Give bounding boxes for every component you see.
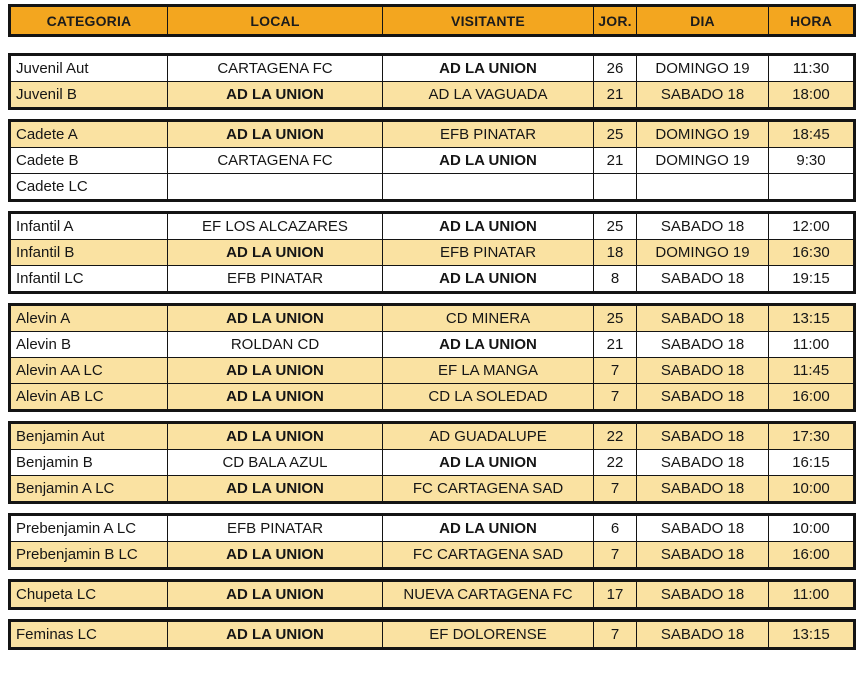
cell-dia: SABADO 18 bbox=[637, 515, 769, 542]
header-jornada: JOR. bbox=[594, 6, 637, 36]
header-local: LOCAL bbox=[168, 6, 383, 36]
cell-dia: SABADO 18 bbox=[637, 476, 769, 503]
cell-local: CARTAGENA FC bbox=[168, 55, 383, 82]
cell-local: AD LA UNION bbox=[168, 305, 383, 332]
cell-hora: 16:00 bbox=[769, 384, 855, 411]
cell-local: AD LA UNION bbox=[168, 82, 383, 109]
match-row bbox=[10, 82, 855, 109]
header-dia: DIA bbox=[637, 6, 769, 36]
cell-jornada: 7 bbox=[594, 542, 637, 569]
cell-visitante: AD GUADALUPE bbox=[383, 423, 594, 450]
header-row bbox=[10, 6, 855, 36]
cell-jornada: 8 bbox=[594, 266, 637, 293]
cell-dia: DOMINGO 19 bbox=[637, 148, 769, 174]
cell-dia: DOMINGO 19 bbox=[637, 55, 769, 82]
cell-categoria: Alevin A bbox=[10, 305, 168, 332]
cell-dia: SABADO 18 bbox=[637, 213, 769, 240]
cell-visitante: AD LA VAGUADA bbox=[383, 82, 594, 109]
cell-categoria: Juvenil B bbox=[10, 82, 168, 109]
cell-visitante: CD LA SOLEDAD bbox=[383, 384, 594, 411]
cell-categoria: Benjamin Aut bbox=[10, 423, 168, 450]
cell-hora: 9:30 bbox=[769, 148, 855, 174]
cell-hora: 12:00 bbox=[769, 213, 855, 240]
cell-categoria: Alevin AB LC bbox=[10, 384, 168, 411]
cell-local: AD LA UNION bbox=[168, 121, 383, 148]
cell-local: AD LA UNION bbox=[168, 476, 383, 503]
cell-categoria: Juvenil Aut bbox=[10, 55, 168, 82]
cell-jornada: 21 bbox=[594, 82, 637, 109]
cell-local: AD LA UNION bbox=[168, 542, 383, 569]
cell-visitante: FC CARTAGENA SAD bbox=[383, 476, 594, 503]
match-row bbox=[10, 213, 855, 240]
cell-local: AD LA UNION bbox=[168, 581, 383, 609]
cell-local: AD LA UNION bbox=[168, 240, 383, 266]
cell-jornada: 7 bbox=[594, 358, 637, 384]
match-group bbox=[8, 53, 856, 110]
cell-visitante bbox=[383, 174, 594, 201]
cell-hora: 11:00 bbox=[769, 332, 855, 358]
header-categoria: CATEGORIA bbox=[10, 6, 168, 36]
cell-categoria: Infantil A bbox=[10, 213, 168, 240]
cell-local: CD BALA AZUL bbox=[168, 450, 383, 476]
match-group bbox=[8, 303, 856, 412]
cell-categoria: Prebenjamin A LC bbox=[10, 515, 168, 542]
match-row bbox=[10, 476, 855, 503]
cell-visitante: EFB PINATAR bbox=[383, 240, 594, 266]
cell-categoria: Prebenjamin B LC bbox=[10, 542, 168, 569]
cell-local: ROLDAN CD bbox=[168, 332, 383, 358]
cell-jornada: 26 bbox=[594, 55, 637, 82]
cell-categoria: Benjamin B bbox=[10, 450, 168, 476]
cell-visitante: EFB PINATAR bbox=[383, 121, 594, 148]
schedule-header-table bbox=[8, 4, 856, 37]
match-row bbox=[10, 174, 855, 201]
cell-dia: SABADO 18 bbox=[637, 358, 769, 384]
cell-categoria: Alevin AA LC bbox=[10, 358, 168, 384]
cell-dia: SABADO 18 bbox=[637, 384, 769, 411]
cell-hora: 10:00 bbox=[769, 515, 855, 542]
match-row bbox=[10, 358, 855, 384]
cell-categoria: Alevin B bbox=[10, 332, 168, 358]
cell-hora: 10:00 bbox=[769, 476, 855, 503]
cell-dia: SABADO 18 bbox=[637, 450, 769, 476]
cell-jornada: 25 bbox=[594, 213, 637, 240]
cell-hora: 13:15 bbox=[769, 621, 855, 649]
cell-jornada bbox=[594, 174, 637, 201]
cell-visitante: AD LA UNION bbox=[383, 213, 594, 240]
match-row bbox=[10, 581, 855, 609]
cell-dia: SABADO 18 bbox=[637, 82, 769, 109]
cell-visitante: AD LA UNION bbox=[383, 515, 594, 542]
cell-local: AD LA UNION bbox=[168, 621, 383, 649]
match-row bbox=[10, 121, 855, 148]
match-group bbox=[8, 619, 856, 650]
cell-hora: 18:45 bbox=[769, 121, 855, 148]
cell-dia bbox=[637, 174, 769, 201]
cell-dia: SABADO 18 bbox=[637, 621, 769, 649]
cell-categoria: Infantil B bbox=[10, 240, 168, 266]
cell-hora: 19:15 bbox=[769, 266, 855, 293]
match-row bbox=[10, 384, 855, 411]
cell-dia: DOMINGO 19 bbox=[637, 121, 769, 148]
cell-jornada: 7 bbox=[594, 384, 637, 411]
cell-visitante: AD LA UNION bbox=[383, 55, 594, 82]
match-row bbox=[10, 515, 855, 542]
cell-visitante: AD LA UNION bbox=[383, 266, 594, 293]
cell-hora bbox=[769, 174, 855, 201]
cell-visitante: AD LA UNION bbox=[383, 450, 594, 476]
match-row bbox=[10, 423, 855, 450]
cell-local: EF LOS ALCAZARES bbox=[168, 213, 383, 240]
cell-jornada: 21 bbox=[594, 332, 637, 358]
cell-visitante: NUEVA CARTAGENA FC bbox=[383, 581, 594, 609]
match-group bbox=[8, 211, 856, 294]
cell-dia: SABADO 18 bbox=[637, 423, 769, 450]
cell-local: CARTAGENA FC bbox=[168, 148, 383, 174]
cell-visitante: AD LA UNION bbox=[383, 148, 594, 174]
cell-visitante: AD LA UNION bbox=[383, 332, 594, 358]
cell-jornada: 25 bbox=[594, 121, 637, 148]
cell-hora: 11:00 bbox=[769, 581, 855, 609]
match-row bbox=[10, 542, 855, 569]
cell-local bbox=[168, 174, 383, 201]
cell-jornada: 21 bbox=[594, 148, 637, 174]
match-group bbox=[8, 119, 856, 202]
cell-dia: SABADO 18 bbox=[637, 305, 769, 332]
header-visitante: VISITANTE bbox=[383, 6, 594, 36]
cell-hora: 11:30 bbox=[769, 55, 855, 82]
cell-jornada: 22 bbox=[594, 450, 637, 476]
match-groups bbox=[8, 53, 854, 650]
cell-local: AD LA UNION bbox=[168, 358, 383, 384]
cell-categoria: Infantil LC bbox=[10, 266, 168, 293]
cell-categoria: Benjamin A LC bbox=[10, 476, 168, 503]
cell-hora: 17:30 bbox=[769, 423, 855, 450]
match-row bbox=[10, 621, 855, 649]
cell-dia: SABADO 18 bbox=[637, 581, 769, 609]
cell-jornada: 6 bbox=[594, 515, 637, 542]
cell-jornada: 25 bbox=[594, 305, 637, 332]
cell-hora: 16:00 bbox=[769, 542, 855, 569]
cell-hora: 18:00 bbox=[769, 82, 855, 109]
match-row bbox=[10, 240, 855, 266]
cell-visitante: FC CARTAGENA SAD bbox=[383, 542, 594, 569]
match-row bbox=[10, 332, 855, 358]
cell-jornada: 17 bbox=[594, 581, 637, 609]
match-group bbox=[8, 513, 856, 570]
cell-hora: 16:30 bbox=[769, 240, 855, 266]
cell-hora: 11:45 bbox=[769, 358, 855, 384]
match-row bbox=[10, 266, 855, 293]
cell-categoria: Cadete A bbox=[10, 121, 168, 148]
cell-dia: SABADO 18 bbox=[637, 266, 769, 293]
match-row bbox=[10, 305, 855, 332]
cell-jornada: 7 bbox=[594, 476, 637, 503]
cell-jornada: 7 bbox=[594, 621, 637, 649]
match-group bbox=[8, 421, 856, 504]
cell-categoria: Cadete LC bbox=[10, 174, 168, 201]
cell-dia: SABADO 18 bbox=[637, 542, 769, 569]
cell-visitante: EF DOLORENSE bbox=[383, 621, 594, 649]
cell-categoria: Feminas LC bbox=[10, 621, 168, 649]
cell-hora: 16:15 bbox=[769, 450, 855, 476]
cell-local: AD LA UNION bbox=[168, 423, 383, 450]
cell-jornada: 18 bbox=[594, 240, 637, 266]
match-row bbox=[10, 450, 855, 476]
cell-visitante: CD MINERA bbox=[383, 305, 594, 332]
cell-dia: SABADO 18 bbox=[637, 332, 769, 358]
match-row bbox=[10, 55, 855, 82]
cell-local: EFB PINATAR bbox=[168, 266, 383, 293]
cell-categoria: Chupeta LC bbox=[10, 581, 168, 609]
cell-jornada: 22 bbox=[594, 423, 637, 450]
cell-visitante: EF LA MANGA bbox=[383, 358, 594, 384]
match-row bbox=[10, 148, 855, 174]
cell-hora: 13:15 bbox=[769, 305, 855, 332]
header-hora: HORA bbox=[769, 6, 855, 36]
cell-dia: DOMINGO 19 bbox=[637, 240, 769, 266]
cell-local: AD LA UNION bbox=[168, 384, 383, 411]
cell-local: EFB PINATAR bbox=[168, 515, 383, 542]
cell-categoria: Cadete B bbox=[10, 148, 168, 174]
match-group bbox=[8, 579, 856, 610]
